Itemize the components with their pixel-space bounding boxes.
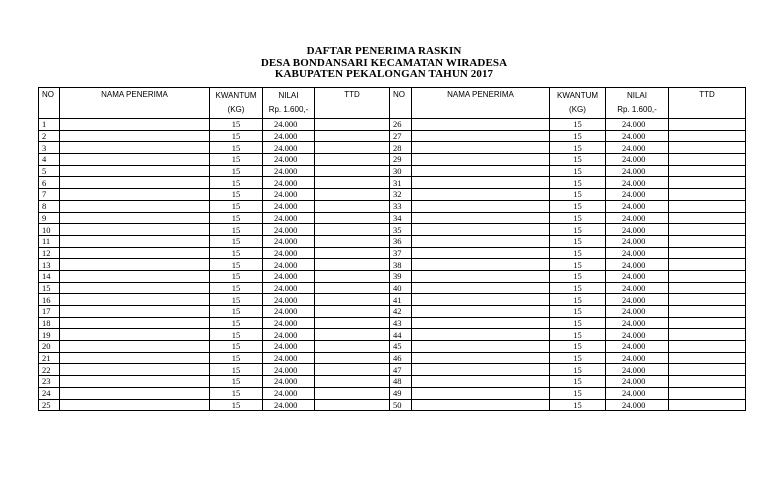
- nilai-cell: 24.000: [263, 259, 315, 271]
- nilai-cell: 24.000: [263, 200, 315, 212]
- row-number: 49: [390, 387, 412, 399]
- table-row: [39, 306, 746, 318]
- signature-cell: [315, 352, 390, 364]
- nilai-cell: 24.000: [606, 294, 669, 306]
- kwantum-cell: 15: [210, 130, 263, 142]
- kwantum-cell: 15: [550, 282, 606, 294]
- nilai-cell: 24.000: [606, 235, 669, 247]
- signature-cell: [669, 200, 746, 212]
- kwantum-cell: 15: [210, 329, 263, 341]
- nilai-cell: 24.000: [606, 200, 669, 212]
- kwantum-cell: 15: [550, 189, 606, 201]
- nilai-cell: 24.000: [606, 224, 669, 236]
- kwantum-cell: 15: [210, 177, 263, 189]
- table-row: [39, 329, 746, 341]
- header-nilai-label: NILAI: [278, 91, 299, 100]
- kwantum-cell: 15: [210, 154, 263, 166]
- row-number: 3: [39, 142, 60, 154]
- name-cell: [60, 200, 210, 212]
- signature-cell: [315, 387, 390, 399]
- nilai-cell: 24.000: [606, 364, 669, 376]
- name-cell: [412, 376, 550, 388]
- signature-cell: [315, 376, 390, 388]
- table-row: [39, 177, 746, 189]
- name-cell: [60, 399, 210, 411]
- nilai-cell: 24.000: [606, 329, 669, 341]
- header-no-right: NO: [390, 88, 412, 119]
- kwantum-cell: 15: [550, 399, 606, 411]
- kwantum-cell: 15: [210, 259, 263, 271]
- signature-cell: [669, 259, 746, 271]
- signature-cell: [669, 306, 746, 318]
- name-cell: [412, 154, 550, 166]
- name-cell: [412, 224, 550, 236]
- kwantum-cell: 15: [550, 270, 606, 282]
- table-row: [39, 165, 746, 177]
- name-cell: [60, 130, 210, 142]
- nilai-cell: 24.000: [263, 224, 315, 236]
- row-number: 43: [390, 317, 412, 329]
- signature-cell: [315, 235, 390, 247]
- signature-cell: [315, 247, 390, 259]
- table-row: [39, 224, 746, 236]
- table-row: [39, 270, 746, 282]
- header-nilai-label: NILAI: [626, 91, 647, 100]
- row-number: 37: [390, 247, 412, 259]
- row-number: 2: [39, 130, 60, 142]
- kwantum-cell: 15: [210, 189, 263, 201]
- name-cell: [412, 294, 550, 306]
- table-row: [39, 247, 746, 259]
- kwantum-cell: 15: [210, 364, 263, 376]
- row-number: 21: [39, 352, 60, 364]
- row-number: 10: [39, 224, 60, 236]
- name-cell: [412, 329, 550, 341]
- header-nilai-left: [263, 88, 315, 119]
- name-cell: [60, 341, 210, 353]
- document-title: [0, 46, 768, 81]
- row-number: 25: [39, 399, 60, 411]
- nilai-cell: 24.000: [263, 306, 315, 318]
- nilai-cell: 24.000: [263, 317, 315, 329]
- row-number: 6: [39, 177, 60, 189]
- kwantum-cell: 15: [550, 376, 606, 388]
- signature-cell: [669, 329, 746, 341]
- header-nama-left: NAMA PENERIMA: [60, 88, 210, 119]
- nilai-cell: 24.000: [263, 165, 315, 177]
- row-number: 23: [39, 376, 60, 388]
- nilai-cell: 24.000: [606, 317, 669, 329]
- table-row: [39, 282, 746, 294]
- table-row: [39, 317, 746, 329]
- row-number: 7: [39, 189, 60, 201]
- name-cell: [60, 259, 210, 271]
- nilai-cell: 24.000: [606, 212, 669, 224]
- nilai-cell: 24.000: [263, 294, 315, 306]
- header-kwantum-unit: (KG): [227, 105, 245, 114]
- row-number: 22: [39, 364, 60, 376]
- table-row: [39, 352, 746, 364]
- signature-cell: [669, 119, 746, 131]
- signature-cell: [669, 235, 746, 247]
- nilai-cell: 24.000: [606, 119, 669, 131]
- table-row: [39, 119, 746, 131]
- row-number: 50: [390, 399, 412, 411]
- kwantum-cell: 15: [210, 352, 263, 364]
- nilai-cell: 24.000: [606, 154, 669, 166]
- row-number: 1: [39, 119, 60, 131]
- nilai-cell: 24.000: [606, 282, 669, 294]
- name-cell: [60, 376, 210, 388]
- row-number: 26: [390, 119, 412, 131]
- nilai-cell: 24.000: [606, 247, 669, 259]
- name-cell: [412, 200, 550, 212]
- signature-cell: [669, 212, 746, 224]
- name-cell: [60, 329, 210, 341]
- signature-cell: [315, 212, 390, 224]
- nilai-cell: 24.000: [263, 189, 315, 201]
- nilai-cell: 24.000: [263, 130, 315, 142]
- name-cell: [412, 259, 550, 271]
- name-cell: [60, 282, 210, 294]
- row-number: 47: [390, 364, 412, 376]
- header-kwantum-label: KWANTUM: [556, 91, 599, 100]
- nilai-cell: 24.000: [263, 399, 315, 411]
- name-cell: [60, 154, 210, 166]
- kwantum-cell: 15: [210, 235, 263, 247]
- table-row: [39, 235, 746, 247]
- nilai-cell: 24.000: [606, 376, 669, 388]
- nilai-cell: 24.000: [263, 376, 315, 388]
- name-cell: [60, 294, 210, 306]
- name-cell: [60, 189, 210, 201]
- name-cell: [412, 142, 550, 154]
- signature-cell: [669, 130, 746, 142]
- name-cell: [60, 352, 210, 364]
- table-row: [39, 376, 746, 388]
- nilai-cell: 24.000: [606, 270, 669, 282]
- kwantum-cell: 15: [550, 212, 606, 224]
- row-number: 31: [390, 177, 412, 189]
- nilai-cell: 24.000: [263, 352, 315, 364]
- header-ttd-right: TTD: [669, 88, 746, 119]
- nilai-cell: 24.000: [263, 270, 315, 282]
- header-nilai-price: Rp. 1.600,-: [268, 105, 309, 114]
- kwantum-cell: 15: [550, 142, 606, 154]
- signature-cell: [315, 329, 390, 341]
- row-number: 32: [390, 189, 412, 201]
- table-row: [39, 399, 746, 411]
- title-line-2: DESA BONDANSARI KECAMATAN WIRADESA: [260, 56, 508, 69]
- row-number: 45: [390, 341, 412, 353]
- name-cell: [60, 119, 210, 131]
- kwantum-cell: 15: [550, 200, 606, 212]
- row-number: 33: [390, 200, 412, 212]
- row-number: 19: [39, 329, 60, 341]
- name-cell: [412, 317, 550, 329]
- nilai-cell: 24.000: [263, 142, 315, 154]
- header-nama-right: NAMA PENERIMA: [412, 88, 550, 119]
- kwantum-cell: 15: [550, 259, 606, 271]
- kwantum-cell: 15: [210, 282, 263, 294]
- kwantum-cell: 15: [550, 387, 606, 399]
- name-cell: [412, 165, 550, 177]
- name-cell: [412, 247, 550, 259]
- row-number: 29: [390, 154, 412, 166]
- nilai-cell: 24.000: [606, 341, 669, 353]
- header-kwantum-unit: (KG): [569, 105, 586, 114]
- kwantum-cell: 15: [210, 399, 263, 411]
- name-cell: [412, 130, 550, 142]
- signature-cell: [315, 341, 390, 353]
- table-row: [39, 212, 746, 224]
- signature-cell: [315, 177, 390, 189]
- row-number: 41: [390, 294, 412, 306]
- signature-cell: [315, 154, 390, 166]
- row-number: 48: [390, 376, 412, 388]
- nilai-cell: 24.000: [606, 352, 669, 364]
- table-row: [39, 259, 746, 271]
- name-cell: [412, 235, 550, 247]
- nilai-cell: 24.000: [263, 119, 315, 131]
- kwantum-cell: 15: [210, 165, 263, 177]
- nilai-cell: 24.000: [263, 364, 315, 376]
- name-cell: [412, 387, 550, 399]
- name-cell: [412, 119, 550, 131]
- nilai-cell: 24.000: [263, 341, 315, 353]
- name-cell: [60, 235, 210, 247]
- header-kwantum-left: [210, 88, 263, 119]
- name-cell: [60, 247, 210, 259]
- signature-cell: [315, 130, 390, 142]
- nilai-cell: 24.000: [263, 387, 315, 399]
- name-cell: [60, 387, 210, 399]
- kwantum-cell: 15: [550, 154, 606, 166]
- kwantum-cell: 15: [210, 294, 263, 306]
- signature-cell: [315, 364, 390, 376]
- signature-cell: [669, 317, 746, 329]
- row-number: 36: [390, 235, 412, 247]
- signature-cell: [315, 399, 390, 411]
- signature-cell: [669, 270, 746, 282]
- row-number: 44: [390, 329, 412, 341]
- table-row: [39, 294, 746, 306]
- nilai-cell: 24.000: [606, 130, 669, 142]
- row-number: 12: [39, 247, 60, 259]
- row-number: 39: [390, 270, 412, 282]
- row-number: 8: [39, 200, 60, 212]
- nilai-cell: 24.000: [263, 154, 315, 166]
- row-number: 28: [390, 142, 412, 154]
- table-row: [39, 130, 746, 142]
- name-cell: [60, 224, 210, 236]
- signature-cell: [669, 165, 746, 177]
- name-cell: [412, 189, 550, 201]
- name-cell: [60, 306, 210, 318]
- row-number: 42: [390, 306, 412, 318]
- kwantum-cell: 15: [550, 294, 606, 306]
- kwantum-cell: 15: [210, 224, 263, 236]
- kwantum-cell: 15: [550, 177, 606, 189]
- name-cell: [412, 212, 550, 224]
- kwantum-cell: 15: [550, 329, 606, 341]
- signature-cell: [315, 317, 390, 329]
- row-number: 40: [390, 282, 412, 294]
- table-row: [39, 200, 746, 212]
- row-number: 24: [39, 387, 60, 399]
- nilai-cell: 24.000: [263, 329, 315, 341]
- name-cell: [60, 177, 210, 189]
- kwantum-cell: 15: [550, 352, 606, 364]
- row-number: 34: [390, 212, 412, 224]
- row-number: 11: [39, 235, 60, 247]
- signature-cell: [669, 341, 746, 353]
- header-nilai-price: Rp. 1.600,-: [617, 105, 657, 114]
- signature-cell: [669, 224, 746, 236]
- table-header-row: [39, 88, 746, 119]
- row-number: 15: [39, 282, 60, 294]
- nilai-cell: 24.000: [263, 212, 315, 224]
- row-number: 9: [39, 212, 60, 224]
- signature-cell: [669, 282, 746, 294]
- signature-cell: [315, 165, 390, 177]
- name-cell: [412, 270, 550, 282]
- signature-cell: [669, 177, 746, 189]
- header-no-left: NO: [39, 88, 60, 119]
- row-number: 30: [390, 165, 412, 177]
- nilai-cell: 24.000: [606, 259, 669, 271]
- row-number: 38: [390, 259, 412, 271]
- kwantum-cell: 15: [550, 306, 606, 318]
- header-kwantum-right: [550, 88, 606, 119]
- kwantum-cell: 15: [210, 270, 263, 282]
- name-cell: [60, 317, 210, 329]
- kwantum-cell: 15: [210, 341, 263, 353]
- kwantum-cell: 15: [210, 306, 263, 318]
- signature-cell: [669, 247, 746, 259]
- nilai-cell: 24.000: [263, 282, 315, 294]
- row-number: 4: [39, 154, 60, 166]
- table-row: [39, 364, 746, 376]
- name-cell: [412, 177, 550, 189]
- recipient-table: [38, 87, 746, 411]
- name-cell: [60, 165, 210, 177]
- signature-cell: [315, 294, 390, 306]
- kwantum-cell: 15: [210, 212, 263, 224]
- name-cell: [60, 364, 210, 376]
- nilai-cell: 24.000: [606, 306, 669, 318]
- nilai-cell: 24.000: [606, 387, 669, 399]
- kwantum-cell: 15: [210, 247, 263, 259]
- name-cell: [60, 142, 210, 154]
- row-number: 13: [39, 259, 60, 271]
- kwantum-cell: 15: [550, 341, 606, 353]
- name-cell: [412, 352, 550, 364]
- signature-cell: [315, 306, 390, 318]
- table-row: [39, 154, 746, 166]
- signature-cell: [315, 189, 390, 201]
- table-row: [39, 387, 746, 399]
- name-cell: [60, 212, 210, 224]
- kwantum-cell: 15: [550, 317, 606, 329]
- name-cell: [412, 341, 550, 353]
- header-kwantum-label: KWANTUM: [215, 91, 257, 100]
- kwantum-cell: 15: [550, 247, 606, 259]
- kwantum-cell: 15: [210, 200, 263, 212]
- table-row: [39, 142, 746, 154]
- table-row: [39, 341, 746, 353]
- header-ttd-left: TTD: [315, 88, 390, 119]
- signature-cell: [315, 282, 390, 294]
- row-number: 5: [39, 165, 60, 177]
- signature-cell: [669, 294, 746, 306]
- row-number: 27: [390, 130, 412, 142]
- name-cell: [412, 399, 550, 411]
- nilai-cell: 24.000: [263, 247, 315, 259]
- table-row: [39, 189, 746, 201]
- signature-cell: [669, 154, 746, 166]
- kwantum-cell: 15: [550, 119, 606, 131]
- name-cell: [60, 270, 210, 282]
- nilai-cell: 24.000: [606, 165, 669, 177]
- signature-cell: [315, 119, 390, 131]
- kwantum-cell: 15: [550, 224, 606, 236]
- name-cell: [412, 364, 550, 376]
- row-number: 20: [39, 341, 60, 353]
- signature-cell: [669, 376, 746, 388]
- kwantum-cell: 15: [210, 119, 263, 131]
- signature-cell: [315, 259, 390, 271]
- signature-cell: [315, 200, 390, 212]
- row-number: 46: [390, 352, 412, 364]
- kwantum-cell: 15: [550, 364, 606, 376]
- row-number: 17: [39, 306, 60, 318]
- signature-cell: [315, 224, 390, 236]
- signature-cell: [669, 387, 746, 399]
- nilai-cell: 24.000: [606, 399, 669, 411]
- nilai-cell: 24.000: [606, 142, 669, 154]
- name-cell: [412, 306, 550, 318]
- title-line-3: KABUPATEN PEKALONGAN TAHUN 2017: [274, 68, 494, 80]
- signature-cell: [669, 189, 746, 201]
- kwantum-cell: 15: [550, 130, 606, 142]
- row-number: 18: [39, 317, 60, 329]
- nilai-cell: 24.000: [606, 177, 669, 189]
- nilai-cell: 24.000: [263, 235, 315, 247]
- row-number: 35: [390, 224, 412, 236]
- kwantum-cell: 15: [210, 317, 263, 329]
- kwantum-cell: 15: [210, 142, 263, 154]
- kwantum-cell: 15: [550, 235, 606, 247]
- kwantum-cell: 15: [210, 387, 263, 399]
- row-number: 14: [39, 270, 60, 282]
- signature-cell: [669, 364, 746, 376]
- kwantum-cell: 15: [550, 165, 606, 177]
- row-number: 16: [39, 294, 60, 306]
- signature-cell: [669, 399, 746, 411]
- signature-cell: [315, 142, 390, 154]
- signature-cell: [669, 142, 746, 154]
- signature-cell: [315, 270, 390, 282]
- nilai-cell: 24.000: [606, 189, 669, 201]
- nilai-cell: 24.000: [263, 177, 315, 189]
- signature-cell: [669, 352, 746, 364]
- name-cell: [412, 282, 550, 294]
- kwantum-cell: 15: [210, 376, 263, 388]
- title-line-1: DAFTAR PENERIMA RASKIN: [306, 45, 462, 57]
- header-nilai-right: [606, 88, 669, 119]
